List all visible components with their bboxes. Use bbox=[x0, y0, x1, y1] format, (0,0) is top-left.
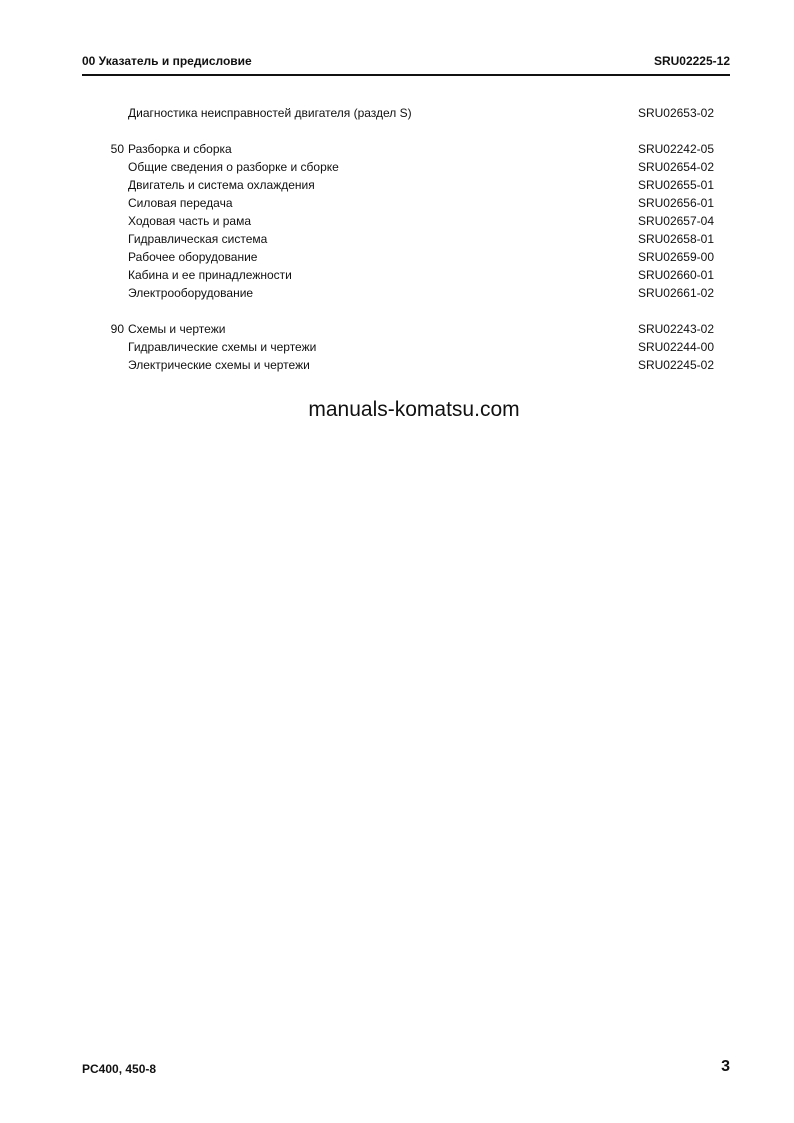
entry-title: Электрооборудование bbox=[128, 286, 254, 300]
section-title: 00 Указатель и предисловие bbox=[82, 54, 252, 68]
toc-entry bbox=[100, 177, 714, 193]
entry-code: SRU02660-01 bbox=[637, 268, 714, 282]
document-code: SRU02225-12 bbox=[653, 54, 730, 68]
toc-entry bbox=[100, 321, 714, 337]
watermark: manuals-komatsu.com bbox=[308, 398, 520, 421]
entry-title: Разборка и сборка bbox=[128, 142, 232, 156]
entry-title: Схемы и чертежи bbox=[128, 322, 226, 336]
entry-code: SRU02657-04 bbox=[637, 214, 714, 228]
footer-model: PC400, 450-8 bbox=[82, 1062, 157, 1076]
entry-title: Двигатель и система охлаждения bbox=[128, 178, 315, 192]
header-divider bbox=[82, 74, 730, 76]
entry-code: SRU02653-02 bbox=[637, 106, 714, 120]
toc-entry bbox=[100, 285, 714, 301]
toc-entry bbox=[100, 267, 714, 283]
toc-entry bbox=[100, 105, 714, 121]
entry-code: SRU02243-02 bbox=[637, 322, 714, 336]
entry-title: Гидравлическая система bbox=[128, 232, 268, 246]
toc-entry bbox=[100, 357, 714, 373]
entry-code: SRU02656-01 bbox=[637, 196, 714, 210]
entry-title: Общие сведения о разборке и сборке bbox=[128, 160, 339, 174]
entry-code: SRU02658-01 bbox=[637, 232, 714, 246]
entry-code: SRU02659-00 bbox=[637, 250, 714, 264]
toc-entry bbox=[100, 195, 714, 211]
entry-title: Диагностика неисправностей двигателя (раздел S) bbox=[128, 106, 412, 120]
entry-title: Кабина и ее принадлежности bbox=[128, 268, 292, 282]
toc-entry bbox=[100, 249, 714, 265]
toc-entry bbox=[100, 339, 714, 355]
toc-entry bbox=[100, 231, 714, 247]
page-number: 3 bbox=[721, 1058, 730, 1075]
entry-code: SRU02655-01 bbox=[637, 178, 714, 192]
entry-code: SRU02245-02 bbox=[637, 358, 714, 372]
entry-title: Гидравлические схемы и чертежи bbox=[128, 340, 317, 354]
entry-code: SRU02242-05 bbox=[637, 142, 714, 156]
section-number: 50 bbox=[110, 142, 124, 156]
toc-entry bbox=[100, 213, 714, 229]
toc-entry bbox=[100, 159, 714, 175]
section-number: 90 bbox=[110, 322, 124, 336]
toc-entry bbox=[100, 141, 714, 157]
entry-title: Электрические схемы и чертежи bbox=[128, 358, 310, 372]
entry-code: SRU02654-02 bbox=[637, 160, 714, 174]
entry-title: Ходовая часть и рама bbox=[128, 214, 252, 228]
entry-title: Силовая передача bbox=[128, 196, 233, 210]
entry-code: SRU02661-02 bbox=[637, 286, 714, 300]
entry-code: SRU02244-00 bbox=[637, 340, 714, 354]
entry-title: Рабочее оборудование bbox=[128, 250, 258, 264]
